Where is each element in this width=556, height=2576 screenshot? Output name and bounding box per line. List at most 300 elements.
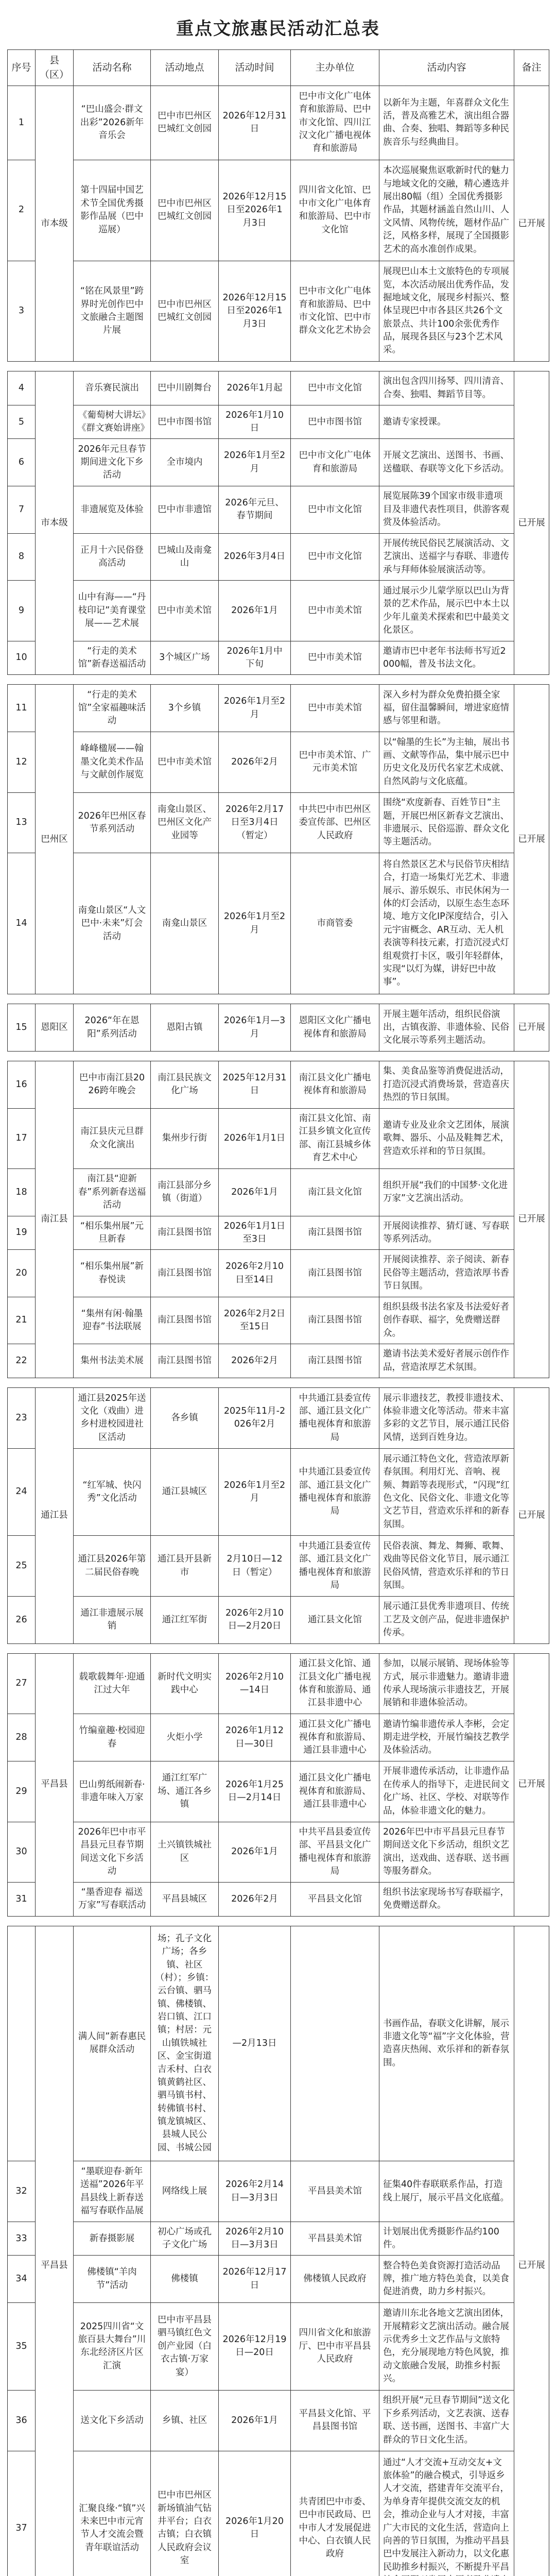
- cell-place: 佛楼镇: [151, 2256, 219, 2303]
- cell-name: 通江县2026年第二届民俗春晚: [74, 1536, 151, 1597]
- cell-name: “红军城、快闪秀”文化活动: [74, 1448, 151, 1536]
- cell-place: 通江红军广场、通江各乡镇: [151, 1761, 219, 1822]
- cell-county: 南江县: [36, 1061, 74, 1378]
- cell-place: 乡镇、社区: [151, 2390, 219, 2451]
- cell-content: 通过展示少儿蒙学原以巴山为背景的艺术作品，展示巴中本土以少年儿童美术探索和巴中最美文化景区。: [379, 581, 514, 641]
- cell-no: 20: [8, 1250, 36, 1297]
- cell-org: 巴中市文化广电体育和旅游局、巴中市文化馆、四川江汉文化广播电视体育和旅游局: [291, 86, 379, 160]
- table-row: [8, 1169, 549, 1216]
- cell-name: “行走的美术馆”新春送福活动: [74, 641, 151, 675]
- cell-content: 开展阅读推荐、猜灯谜、写春联等系列活动。: [379, 1216, 514, 1250]
- cell-name: 汇聚良缘·“镇”兴未来巴中市元宵节人才交流会暨青年联谊活动: [74, 2451, 151, 2576]
- cell-org: 南江县图书馆: [291, 1250, 379, 1297]
- group-gap: [8, 362, 549, 371]
- cell-no: 30: [8, 1822, 36, 1883]
- cell-content: 组织县级书法名家及书法爱好者创作春联、福字，免费赠送群众。: [379, 1297, 514, 1344]
- cell-org: 四川省文化馆、巴中市文化广电体育和旅游局、巴中市文化馆: [291, 160, 379, 261]
- cell-no: 32: [8, 2161, 36, 2222]
- cell-place: 巴中川剧舞台: [151, 371, 219, 405]
- group-gap: [8, 675, 549, 685]
- cell-place: 通江县城区: [151, 1448, 219, 1536]
- cell-place: 巴城山及南龛山: [151, 533, 219, 581]
- cell-time: 2026年1月至2月: [219, 853, 291, 994]
- cell-place: 3个乡镇: [151, 685, 219, 732]
- cell-time: 2026年2月10—14日: [219, 1653, 291, 1714]
- cell-place: 平昌县城区: [151, 1883, 219, 1917]
- cell-name: 满人间”新春惠民展群众活动: [74, 1926, 151, 2161]
- cell-place: 通江县开县新市: [151, 1536, 219, 1597]
- cell-content: 演出包含四川扬琴、四川清音、合奏、独唱、舞蹈节目等。: [379, 371, 514, 405]
- cell-time: 2026年1月: [219, 2390, 291, 2451]
- cell-content: 通过“人才交流+互动交友+文旅体验”的融合模式，引导返乡人才交流，搭建青年交流平台，为单身青年提供交流交友的机会，推动企业与人才对接，丰富广大市民的文化生活，营造向上向善的节日氛围，为推动平昌县巴中发展注入新动力，以文化惠民助推乡村振兴，不断提升平昌: [379, 2451, 514, 2576]
- cell-org: 通江县文化馆: [291, 1597, 379, 1644]
- group-gap-cell: [8, 1643, 549, 1653]
- table-row: [8, 1761, 549, 1822]
- cell-name: “集州有闲·翰墨迎春”书法联展: [74, 1297, 151, 1344]
- table-row: [8, 2390, 549, 2451]
- cell-county: 平昌县: [36, 1653, 74, 1916]
- cell-no: 17: [8, 1108, 36, 1169]
- cell-org: 巴中市文化广电体育和旅游局、巴中市文化馆、巴中市群众文化艺术协会: [291, 261, 379, 362]
- cell-org: 中共通江县委宣传部、通江县文化广播电视体育和旅游局: [291, 1448, 379, 1536]
- cell-time: 2026年12月15日至2026年1月3日: [219, 160, 291, 261]
- cell-county: 平昌县: [36, 1926, 74, 2576]
- cell-time: 2026年12月17日: [219, 2256, 291, 2303]
- table-row: [8, 1536, 549, 1597]
- header-cell: 主办单位: [291, 50, 379, 86]
- cell-place: 巴中市图书馆: [151, 405, 219, 439]
- header-cell: 活动内容: [379, 50, 514, 86]
- cell-no: 5: [8, 405, 36, 439]
- cell-content: 开展非遗传承活动，让非遗作品在传承人的指导下，走进民间文化广场、社区、学校、对联等作品，体验非遗文化的魅力。: [379, 1761, 514, 1822]
- cell-name: 《葡萄树大讲坛》《群文赛始讲座》: [74, 405, 151, 439]
- cell-time: 2025年11月-2026年2月: [219, 1387, 291, 1448]
- table-row: [8, 792, 549, 853]
- cell-time: 2026年1月1日至3日: [219, 1216, 291, 1250]
- cell-place: 南江县图书馆: [151, 1297, 219, 1344]
- cell-content: 开展文艺演出、送图书、书画、送楹联、春联等文化下乡活动。: [379, 439, 514, 486]
- page-title: 重点文旅惠民活动汇总表: [176, 19, 380, 39]
- cell-name: 新春摄影展: [74, 2222, 151, 2256]
- cell-org: 巴中市图书馆: [291, 405, 379, 439]
- group-gap-cell: [8, 1051, 549, 1061]
- cell-no: 26: [8, 1597, 36, 1644]
- cell-name: 2026年元旦春节期间进文化下乡活动: [74, 439, 151, 486]
- table-body: [8, 86, 549, 2576]
- cell-no: 31: [8, 1883, 36, 1917]
- cell-no: 3: [8, 261, 36, 362]
- header-cell: 备注: [514, 50, 549, 86]
- cell-name: 山中有海——“丹枝印记”美育课堂展——艺术展: [74, 581, 151, 641]
- cell-content: 邀请市巴中老年书法师书写近2000幅，普及书法文化。: [379, 641, 514, 675]
- table-row: [8, 1061, 549, 1108]
- cell-remark: 已开展: [514, 1653, 549, 1916]
- cell-org: 巴中市文化馆: [291, 371, 379, 405]
- cell-no: 37: [8, 2451, 36, 2576]
- cell-no: 8: [8, 533, 36, 581]
- cell-name: 送文化下乡活动: [74, 2390, 151, 2451]
- group-gap: [8, 1916, 549, 1926]
- cell-time: 2025年12月31日: [219, 1061, 291, 1108]
- cell-name: 巴中市南江县2026跨年晚会: [74, 1061, 151, 1108]
- cell-time: 2026年1月起: [219, 371, 291, 405]
- table-row: [8, 641, 549, 675]
- cell-content: 展示非遗技艺，教授非遗技术、体验非遗文化等活动。带来丰富多彩的文艺节目，展示通江民俗风情，送到百姓身边。: [379, 1387, 514, 1448]
- cell-content: 邀请专业及业余文艺团体，展演歌舞、器乐、小品及鞋舞艺术，营造欢乐祥和的节日氛围。: [379, 1108, 514, 1169]
- cell-no: 36: [8, 2390, 36, 2451]
- table-row: [8, 371, 549, 405]
- group-gap-cell: [8, 1916, 549, 1926]
- table-row: [8, 732, 549, 792]
- cell-org: 中共通江县委宣传部、通江县文化广播电视体育和旅游局: [291, 1387, 379, 1448]
- header-cell: 活动地点: [151, 50, 219, 86]
- cell-content: 深入乡村为群众免费拍摄全家福，留住温馨瞬间，增进家庭情感与邻里和谐。: [379, 685, 514, 732]
- cell-time: 2026年2月: [219, 1883, 291, 1917]
- cell-place: 各乡镇: [151, 1387, 219, 1448]
- table-header-row: [8, 50, 549, 86]
- cell-place: 南龛山景区、巴州区文化产业园等: [151, 792, 219, 853]
- cell-time: 2026年12月19日—20日: [219, 2303, 291, 2391]
- cell-place: 3个城区广场: [151, 641, 219, 675]
- cell-name: “墨香迎春 福送万家”写春联活动: [74, 1883, 151, 1917]
- group-gap-cell: [8, 675, 549, 685]
- cell-name: 非遗展览及体验: [74, 486, 151, 534]
- cell-no: 7: [8, 486, 36, 534]
- cell-place: 南江县图书馆: [151, 1344, 219, 1378]
- table-row: [8, 581, 549, 641]
- cell-no: 21: [8, 1297, 36, 1344]
- cell-org: 南江县文化馆、南江县乡镇文化宣传部、南江县城乡体育艺术中心: [291, 1108, 379, 1169]
- cell-time: 2026年2月10日—2月20日: [219, 1597, 291, 1644]
- cell-content: 展现巴山本土文旅特色的专项展览，本次活动展出优秀作品，发掘地域文化，展现乡村振兴、整体呈现巴中市各县区共26个文旅景点、共计100余张优秀作品，展现各县区与23个艺术风采。: [379, 261, 514, 362]
- cell-place: 巴中市非遗馆: [151, 486, 219, 534]
- cell-time: 2026年3月4日: [219, 533, 291, 581]
- cell-name: 集州书法美术展: [74, 1344, 151, 1378]
- cell-time: 2026年2月: [219, 732, 291, 792]
- cell-place: 火炬小学: [151, 1714, 219, 1761]
- table-row: [8, 405, 549, 439]
- cell-county: 通江县: [36, 1387, 74, 1643]
- cell-place: 南江县部分乡镇（街道）: [151, 1169, 219, 1216]
- cell-content: 将自然景区艺术与民俗节庆相结合，打造一场集灯光艺术、非遗展示、游乐娱乐、市民休闲为一体的灯会活动，以原生态生态环境、地方文化IP深度结合，引入元宇宙概念、AR互动、无人机表演等科技元素，打造沉浸式灯组观赏打卡区，吸引年轻群体，实现“以灯为媒，讲好巴中故事”。: [379, 853, 514, 994]
- cell-time: 2026年1月25日—2月14日: [219, 1761, 291, 1822]
- cell-place: 恩阳古镇: [151, 1004, 219, 1052]
- cell-time: 2026年2月14日—3月3日: [219, 2161, 291, 2222]
- cell-county: 恩阳区: [36, 1004, 74, 1052]
- cell-no: 23: [8, 1387, 36, 1448]
- cell-time: —2月13日: [219, 1926, 291, 2161]
- table-row: [8, 1216, 549, 1250]
- header-cell: 活动名称: [74, 50, 151, 86]
- cell-time: 2026年2月: [219, 1344, 291, 1378]
- cell-org: 巴中市美术馆、广元市美术馆: [291, 732, 379, 792]
- cell-no: 14: [8, 853, 36, 994]
- cell-no: 13: [8, 792, 36, 853]
- cell-time: 2026年1月—3月: [219, 1004, 291, 1052]
- cell-no: 34: [8, 2256, 36, 2303]
- table-row: [8, 486, 549, 534]
- cell-place: 南江县图书馆: [151, 1216, 219, 1250]
- table-row: [8, 1883, 549, 1917]
- cell-org: 共青团巴中市委、巴中市民政局、巴中市人才发展促进中心、白衣镇人民政府: [291, 2451, 379, 2576]
- table-row: [8, 2256, 549, 2303]
- cell-org: 中共平昌县委宣传部、平昌县文化广播电视体育和旅游局: [291, 1822, 379, 1883]
- cell-county: 市本级: [36, 86, 74, 362]
- cell-name: 竹编童趣·校园迎春: [74, 1714, 151, 1761]
- header-cell: 活动时间: [219, 50, 291, 86]
- table-row: [8, 160, 549, 261]
- cell-no: 35: [8, 2303, 36, 2391]
- cell-no: 29: [8, 1761, 36, 1822]
- cell-place: 巴中市巴州区巴城红文创园: [151, 261, 219, 362]
- cell-name: “墨联迎春·新年送福”2026年平昌县线上新春送福写春联作品展: [74, 2161, 151, 2222]
- cell-org: 中共通江县委宣传部、通江县文化广播电视体育和旅游局: [291, 1536, 379, 1597]
- cell-content: 整合特色美食资源打造活动品牌，推广地方特色美食，以美食促进消费，助力乡村振兴。: [379, 2256, 514, 2303]
- cell-name: 第十四届中国艺术节全国优秀摄影作品展（巴中巡展）: [74, 160, 151, 261]
- cell-time: 2026年2月2日至15日: [219, 1297, 291, 1344]
- cell-no: 1: [8, 86, 36, 160]
- cell-content: 开展阅读推荐、亲子阅读、新春民俗等主题活动，营造浓厚书香节日氛围。: [379, 1250, 514, 1297]
- cell-content: 邀请竹编非遗传承人李彬，会定期走进学校，开展竹编技艺教学及体验活动。: [379, 1714, 514, 1761]
- cell-no: 11: [8, 685, 36, 732]
- cell-org: 南江县文化广播电视体育和旅游局: [291, 1061, 379, 1108]
- cell-content: 展示通江县优秀非遗项目、传统工艺及文创产品，促进非遗保护传承。: [379, 1597, 514, 1644]
- cell-time: 2月10日—12日（暂定）: [219, 1536, 291, 1597]
- cell-no: 16: [8, 1061, 36, 1108]
- cell-org: 四川省文化和旅游厅、巴中市平昌县人民政府: [291, 2303, 379, 2391]
- cell-no: 28: [8, 1714, 36, 1761]
- cell-org: 恩阳区文化广播电视体育和旅游局: [291, 1004, 379, 1052]
- cell-no: 2: [8, 160, 36, 261]
- header-cell: 序号: [8, 50, 36, 86]
- cell-name: 峰峰楹展——翰墨文化美术作品与文献创作展览: [74, 732, 151, 792]
- cell-org: 平昌县美术馆: [291, 2222, 379, 2256]
- cell-remark: 已开展: [514, 685, 549, 994]
- cell-no: 4: [8, 371, 36, 405]
- cell-place: 巴中市平昌县驷马镇红色文创产业园（白衣古镇·万家宴）: [151, 2303, 219, 2391]
- cell-place: 场；孔子文化广场；各乡镇、社区（村）；乡镇：云台镇、驷马镇、佛楼镇、岩口镇、江口镇；村居：元山镇铁城社区、金宝街道吉禾村、白衣镇黄鹤社区、驷马镇书村、转佛镇书村、镇龙镇城区、县城人民公园、书城公园: [151, 1926, 219, 2161]
- group-gap-cell: [8, 362, 549, 371]
- cell-no: 6: [8, 439, 36, 486]
- cell-place: 南江县图书馆: [151, 1250, 219, 1297]
- cell-org: 南江县图书馆: [291, 1344, 379, 1378]
- table-row: [8, 1250, 549, 1297]
- group-gap: [8, 1643, 549, 1653]
- table-row: [8, 1344, 549, 1378]
- cell-org: 巴中市文化馆: [291, 533, 379, 581]
- cell-place: 巴中市巴州区新场镇油气钻井平台；白衣古镇；白衣镇人民政府会议室: [151, 2451, 219, 2576]
- cell-content: 开展主题年活动，组织民俗演出，古镇夜游、非遗体验、民俗文化展示等系列主题活动。: [379, 1004, 514, 1052]
- cell-org: 通江县文化广播电视体育和旅游局、通江县非遗中心: [291, 1761, 379, 1822]
- cell-content: 围绕“欢度新春、百姓节日”主题，开展巴州区新春文艺演出、非遗展示、民俗巡游、群众文化等主题活动。: [379, 792, 514, 853]
- cell-name: 南江县“迎新春”系列新春送福活动: [74, 1169, 151, 1216]
- cell-content: 民俗表演、舞龙、舞狮、歌舞、戏曲等民俗文化节目，展示通江民俗风情，营造欢乐祥和的节日氛围。: [379, 1536, 514, 1597]
- cell-name: 南江县庆元旦群众文化演出: [74, 1108, 151, 1169]
- cell-time: 2026年2月17日至3月4日（暂定）: [219, 792, 291, 853]
- cell-time: 2026年1月10日: [219, 405, 291, 439]
- table-row: [8, 853, 549, 994]
- cell-name: “巴山盛会·群文出彩”2026新年音乐会: [74, 86, 151, 160]
- cell-content: 计划展出优秀摄影作品约100件。: [379, 2222, 514, 2256]
- cell-place: 南江县民族文化广场: [151, 1061, 219, 1108]
- cell-remark: 已开展: [514, 1061, 549, 1378]
- cell-name: 南龛山景区“人文巴中·未来”灯会活动: [74, 853, 151, 994]
- cell-remark: 已开展: [514, 1387, 549, 1643]
- cell-no: 33: [8, 2222, 36, 2256]
- cell-org: [291, 1926, 379, 2161]
- cell-org: 南江县文化馆: [291, 1169, 379, 1216]
- header-cell: 县（区）: [36, 50, 74, 86]
- cell-place: 新时代文明实践中心: [151, 1653, 219, 1714]
- cell-no: 12: [8, 732, 36, 792]
- cell-name: “行走的美术馆”全家福趣味活动: [74, 685, 151, 732]
- cell-org: 南江县图书馆: [291, 1216, 379, 1250]
- cell-content: 邀请川东北各地文艺演出团体，开展精彩文艺演出活动。融合展示优秀乡土文艺作品与文旅特色，充分展现地方特色风貌，推动文旅融合发展，助推乡村振兴。: [379, 2303, 514, 2391]
- table-row: [8, 1387, 549, 1448]
- table-row: [8, 2222, 549, 2256]
- cell-no: 10: [8, 641, 36, 675]
- cell-content: 开展传统民俗民艺展演活动、文艺演出、送福字与春联、非遗传承与拜师体验展演活动等。: [379, 533, 514, 581]
- cell-name: “相乐集州展”元旦新春: [74, 1216, 151, 1250]
- table-row: [8, 1653, 549, 1714]
- cell-place: 初心广场或孔子文化广场: [151, 2222, 219, 2256]
- table-row: [8, 1714, 549, 1761]
- cell-remark: 已开展: [514, 371, 549, 675]
- cell-place: 通江红军街: [151, 1597, 219, 1644]
- cell-name: 音乐赛民演出: [74, 371, 151, 405]
- cell-time: 2026年1月至2月: [219, 439, 291, 486]
- cell-remark: 已开展: [514, 1004, 549, 1052]
- cell-org: 巴中市美术馆: [291, 641, 379, 675]
- cell-time: 2026年1月至2月: [219, 685, 291, 732]
- cell-content: 组织开展“元旦春节期间”送文化下乡系列活动，文艺表演、送春联、送书画，送图书、丰富广大群众的节日文化生活。: [379, 2390, 514, 2451]
- group-gap: [8, 1051, 549, 1061]
- cell-content: 组织开展“我们的中国梦·文化进万家”文艺演出活动。: [379, 1169, 514, 1216]
- cell-name: 载歌载舞年·迎通江过大年: [74, 1653, 151, 1714]
- table-row: [8, 1108, 549, 1169]
- cell-org: 巴中市美术馆: [291, 685, 379, 732]
- table-row: [8, 1297, 549, 1344]
- cell-remark: 已开展: [514, 86, 549, 362]
- cell-place: 网络线上展: [151, 2161, 219, 2222]
- cell-county: 巴州区: [36, 685, 74, 994]
- cell-name: “相乐集州展”新春悦读: [74, 1250, 151, 1297]
- cell-content: 参加，以展示展销、现场体验等方式，展示非遗魅力。邀请非遗传承人现场演示非遗技艺，开展展销和非遗体验活动。: [379, 1653, 514, 1714]
- cell-org: 巴中市美术馆: [291, 581, 379, 641]
- cell-time: 2026年1月1日: [219, 1108, 291, 1169]
- cell-org: 市商管委: [291, 853, 379, 994]
- cell-place: 土兴镇铁城社区: [151, 1822, 219, 1883]
- group-gap-cell: [8, 1378, 549, 1387]
- cell-time: 2026年1月至2月: [219, 1448, 291, 1536]
- cell-org: 巴中市文化广电体育和旅游局: [291, 439, 379, 486]
- cell-name: 2026年巴州区春节系列活动: [74, 792, 151, 853]
- table-row: [8, 1926, 549, 2161]
- cell-org: 佛楼镇人民政府: [291, 2256, 379, 2303]
- cell-county: 市本级: [36, 371, 74, 675]
- group-gap: [8, 1378, 549, 1387]
- cell-name: 巴山剪纸闹新春·非遗年味入万家: [74, 1761, 151, 1822]
- table-row: [8, 1448, 549, 1536]
- cell-org: 中共巴中市巴州区委宣传部、巴州区人民政府: [291, 792, 379, 853]
- cell-org: 通江县文化馆、通江县文化广播电视体育和旅游局、通江县非遗中心: [291, 1653, 379, 1714]
- cell-time: 2026年2月10日至14日: [219, 1250, 291, 1297]
- cell-name: 通江县2025年送文化（戏曲）进乡村进校园进社区活动: [74, 1387, 151, 1448]
- table-row: [8, 1597, 549, 1644]
- cell-org: 巴中市文化馆: [291, 486, 379, 534]
- cell-org: 平昌县文化馆、平昌县图书馆: [291, 2390, 379, 2451]
- cell-time: 2026年1月12日—30日: [219, 1714, 291, 1761]
- cell-name: 2026“年在恩阳”系列活动: [74, 1004, 151, 1052]
- cell-place: 南龛山景区: [151, 853, 219, 994]
- group-gap: [8, 994, 549, 1004]
- table-row: [8, 2303, 549, 2391]
- cell-no: 25: [8, 1536, 36, 1597]
- cell-name: 通江非遗展示展销: [74, 1597, 151, 1644]
- cell-name: 佛楼镇“羊肉节”活动: [74, 2256, 151, 2303]
- cell-content: 展览展陈39个国家市级非遗项目及非遗代表性项目，供游客观赏及体验活动。: [379, 486, 514, 534]
- cell-no: 24: [8, 1448, 36, 1536]
- cell-place: 全市境内: [151, 439, 219, 486]
- cell-time: 2026年1月: [219, 1822, 291, 1883]
- cell-no: 15: [8, 1004, 36, 1052]
- cell-content: 集、美食品鉴等消费促进活动，打造沉浸式消费场景，营造喜庆热烈的节日氛围。: [379, 1061, 514, 1108]
- cell-content: 书画作品，春联文化讲解，展示非遗文化等“福”字文化体验，营造喜庆热闹、欢乐祥和的新春氛围。: [379, 1926, 514, 2161]
- table-row: [8, 2161, 549, 2222]
- table-row: [8, 1822, 549, 1883]
- cell-name: 正月十六民俗登高活动: [74, 533, 151, 581]
- activity-table: [7, 49, 549, 2576]
- cell-content: 以新年为主题，年喜群众文化生活，普及高雅艺术，演出组合器曲、合奏、独唱、舞蹈等多种民族音乐与经典曲目。: [379, 86, 514, 160]
- cell-org: 南江县图书馆: [291, 1297, 379, 1344]
- cell-content: 展示通江特色文化，营造浓厚新春氛围。利用灯光、音响、视频、舞蹈等表现形式，“闪现”红色文化、民俗文化、非遗文化等文艺节目，营造欢乐祥和的新春氛围。: [379, 1448, 514, 1536]
- cell-content: 邀请专家授课。: [379, 405, 514, 439]
- cell-name: “铭在风景里”跨界时光创作巴中文旅融合主题图片展: [74, 261, 151, 362]
- cell-place: 巴中市美术馆: [151, 581, 219, 641]
- cell-no: 19: [8, 1216, 36, 1250]
- cell-place: 巴中市巴州区巴城红文创园: [151, 86, 219, 160]
- cell-place: 巴中市美术馆: [151, 732, 219, 792]
- table-row: [8, 685, 549, 732]
- cell-name: 2025四川省“文旅百县大舞台”川东北经济区片区汇演: [74, 2303, 151, 2391]
- group-gap-cell: [8, 994, 549, 1004]
- cell-content: 组织书法家现场书写春联福字，免费赠送群众。: [379, 1883, 514, 1917]
- cell-name: 2026年巴中市平昌县元旦春节期间送文化下乡活动: [74, 1822, 151, 1883]
- cell-content: 2026年巴中市平昌县元旦春节期间送文化下乡活动，组织文艺演出，送戏曲、送春联、送书画等服务群众。: [379, 1822, 514, 1883]
- cell-time: 2026年2月10日—3月3日: [219, 2222, 291, 2256]
- table-row: [8, 439, 549, 486]
- cell-content: 邀请书法美术爱好者展示创作作品，营造浓厚艺术氛围。: [379, 1344, 514, 1378]
- cell-no: 18: [8, 1169, 36, 1216]
- cell-content: 以“翰墨的生长”为主轴，展出书画、文献等作品，集中展示巴中历史文化及历代名家艺术成就、自然风韵与文化底蕴。: [379, 732, 514, 792]
- cell-time: 2026年1月中下旬: [219, 641, 291, 675]
- table-row: [8, 261, 549, 362]
- cell-time: 2026年元旦、春节期间: [219, 486, 291, 534]
- cell-no: 22: [8, 1344, 36, 1378]
- table-row: [8, 1004, 549, 1052]
- table-row: [8, 2451, 549, 2576]
- cell-no: 27: [8, 1653, 36, 1714]
- cell-time: 2026年1月20日: [219, 2451, 291, 2576]
- cell-org: 平昌县文化馆: [291, 1883, 379, 1917]
- cell-no: [8, 1926, 36, 2161]
- cell-org: 平昌县美术馆: [291, 2161, 379, 2222]
- cell-remark: 已开展: [514, 1926, 549, 2576]
- table-row: [8, 533, 549, 581]
- cell-time: 2026年12月31日: [219, 86, 291, 160]
- cell-content: 本次巡展聚焦讴歌新时代的魅力与地域文化的交融，精心遴选并展出80幅（组）全国优秀摄影作品，其题材涵盖自然山川、人文风情、风物传统，题材作品广泛，风格多样，展现了全国摄影艺术的高水准创作成果。: [379, 160, 514, 261]
- table-row: [8, 86, 549, 160]
